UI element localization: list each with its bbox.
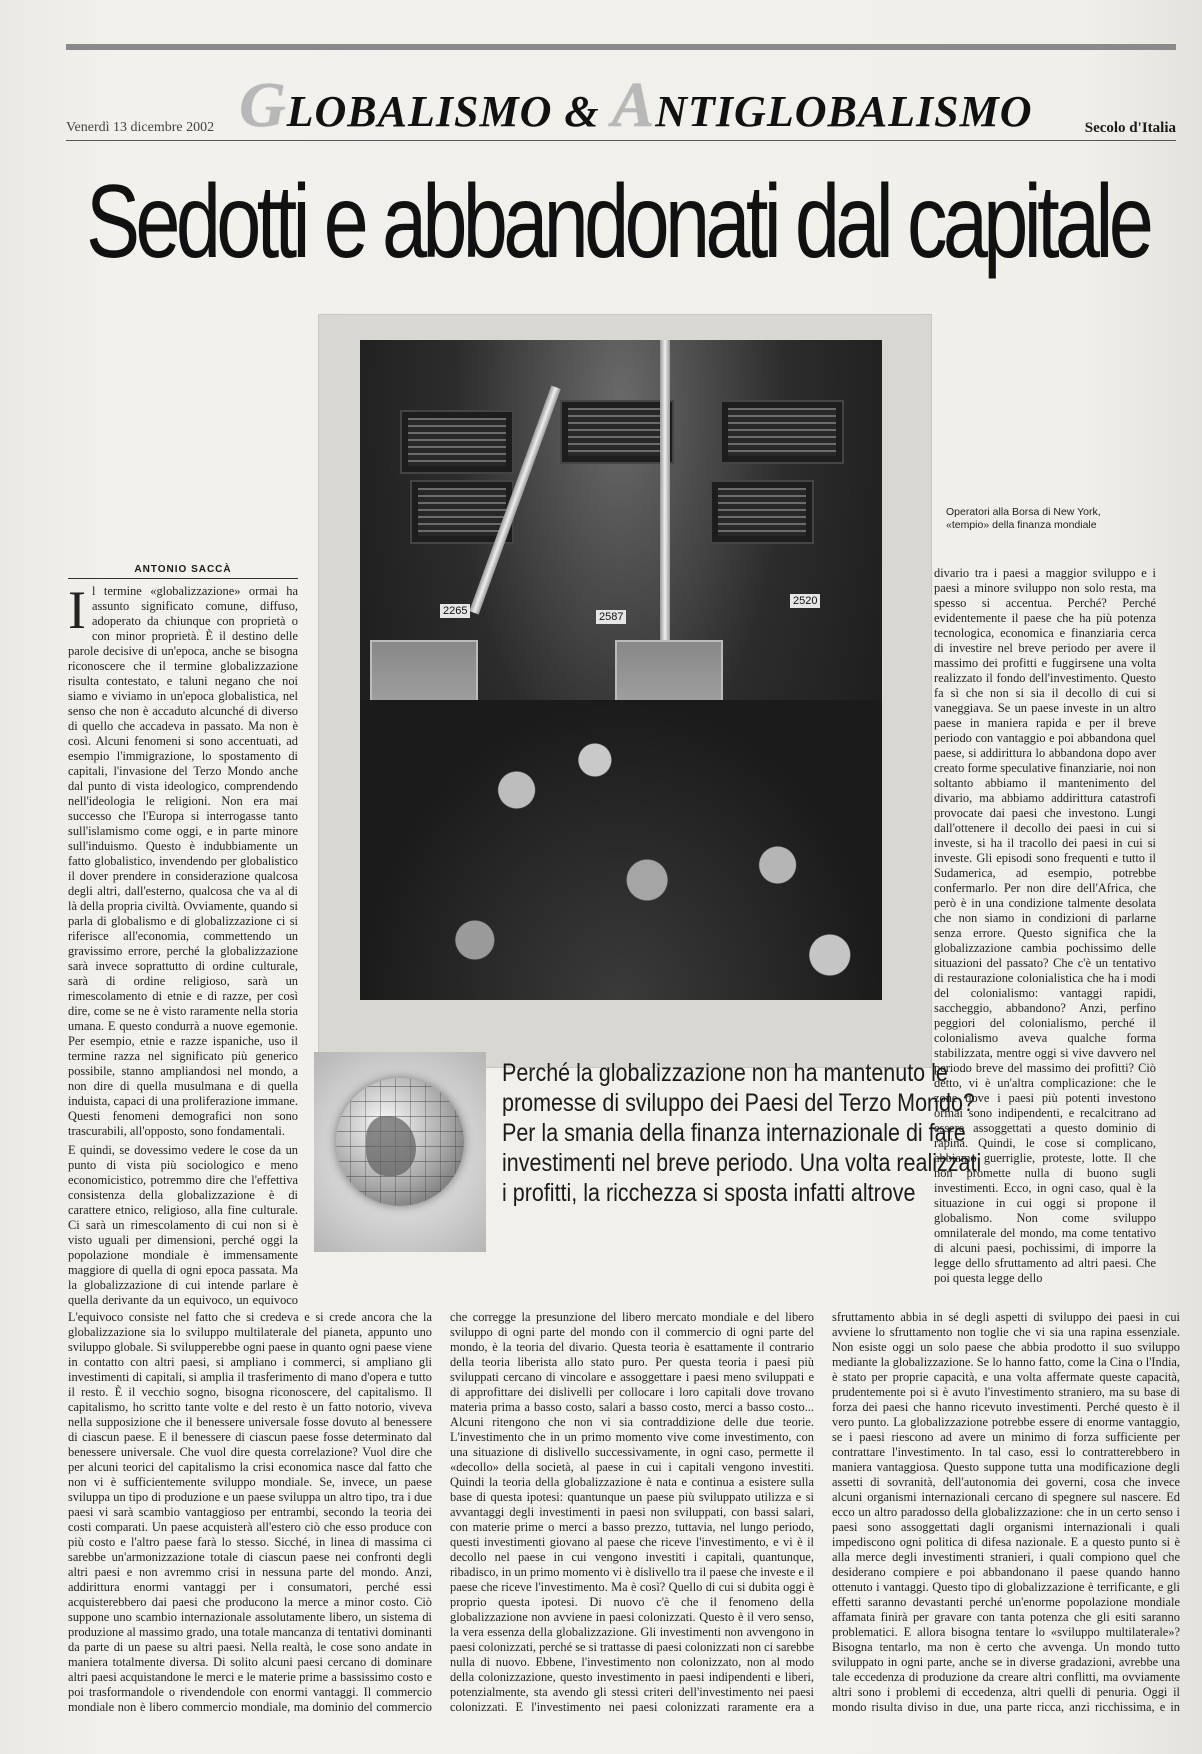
page-header	[66, 56, 1176, 146]
top-rule	[66, 44, 1176, 50]
article-column-1	[68, 584, 298, 1306]
post-number: 2587	[596, 610, 626, 624]
pull-quote: Perché la globalizzazione non ha mantenuto le promesse di sviluppo dei Paesi del Terzo Mondo? Per la smania della finanza internazionale di fare investimenti nel breve periodo. Una volta realizzati i profitti, la ricchezza si sposta infatti altrove	[502, 1059, 982, 1207]
kicker-word-2: NTIGLOBALISMO	[655, 87, 1033, 136]
quote-screen	[720, 400, 844, 464]
article-column-bottom-3	[832, 1310, 1180, 1714]
globe-icon	[336, 1078, 464, 1206]
post-number: 2520	[790, 594, 820, 608]
article-headline: Sedotti e abbandonati dal capitale	[86, 164, 1150, 280]
header-rule	[66, 140, 1176, 141]
traders-crowd	[360, 700, 882, 1000]
column-1-paragraph-2: E quindi, se dovessimo vedere le cose da un punto di vista più sociologico e meno economicistico, potremmo dire che l'effettiva consistenza della globalizzazione è di carattere etnico, religioso, alla fine culturale. Ci sarà un rimescolamento di cui non si è visto uguali per dimensioni, perché oggi la popolazione mondiale è immensamente maggiore di quella di ogni epoca passata. Ma la globalizzazione di cui intende parlare è quella derivante da un equivoco, un equivoco	[68, 1143, 298, 1306]
kicker-initial-g: G	[239, 69, 287, 140]
bottom-column-2-text: che corregge la presunzione del libero mercato mondiale e del libero sviluppo di ogni parte del mondo con il commercio di ogni parte del mondo, è la teoria del divario. Questa teoria è esattamente il contrario della teoria liberista allo stato puro. Per questa teoria i paesi più sviluppati cercano di vincolare e assoggettare i paesi meno sviluppati e di approfittare dei dislivelli per collocare i loro capitali dove trovano materia prima a basso costo, salari a basso costo, merci a basso costo... Alcuni ritengono che non vi sia contraddizione delle due teorie. L'investimento che in un primo momento vive come investimento, con una situazione di dislivello successivamente, in ogni caso, permette il «decollo» della società, al paese in cui i capitali vengono investiti. Quindi la teoria della globalizzazione è nata e continua a esistere sulla base di questa ipotesi: quantunque un paese più sviluppato utilizza e si avvantaggi degli investimenti in paesi non sviluppati, con bassi salari, con materie prime o merci a basso prezzo, tuttavia, nel lungo periodo, questi investimenti giovano al paese che riceve l'investimento, e vi è il decollo nel paese in cui vengono investiti i capitali, quantunque, ribadisco, in un primo momento vi è dislivello tra il paese che investe e il paese che riceve l'investimento. Ma è così? Quello di cui si dubita oggi è proprio questa ipotesi. Di nuovo c'è che il fenomeno della globalizzazione non avviene in paesi colonizzati. Questo è il vero senso, la vera essenza della globalizzazione. Gli investimenti non avvengono in paesi colonizzati, perché se si trattasse di paesi colonizzati non ci sarebbe nulla di nuovo. Ebbene, l'investimento non colonizzato, non al modo della colonizzazione, questo investimento in paesi indipendenti e liberi, potenzialmente, sta avendo gli stessi criteri dell'investimento nei paesi colonizzati. E l'investimento nei paesi colonizzati raramente era a	[450, 1310, 814, 1714]
article-column-bottom-1	[68, 1310, 432, 1714]
newspaper-name: Secolo d'Italia	[1084, 120, 1176, 136]
stock-exchange-photo	[360, 340, 882, 1000]
column-4-text: divario tra i paesi a maggior sviluppo e i paesi a minore sviluppo non solo resta, ma spesso si accentua. Perché? Perché evidentemente il paese che ha più potenza tecnologica, economica e finanziaria cerca di investire nel breve periodo per avere il massimo dei profitti e fuggirsene una volta realizzato il fondo dell'investimento. Questo fa sì che non si sia il decollo di cui si vaneggiava. Se un paese investe in un altro paese in maniera rapida e per il breve periodo con vantaggio e poi abbandona quel paese, si addirittura lo abbandona dopo aver creato forme speculative finanziarie, noi non soltanto abbiamo il mantenimento del divario, ma abbiamo addirittura catastrofi provocate dai paesi che investono. Lungi dall'ottenere il decollo dei paesi in cui si investe, si ha il tracollo dei paesi in cui si investe. Gli episodi sono frequenti e tutto il Sudamerica, ad esempio, potrebbe confermarlo. Per non dire dell'Africa, che però è in una condizione talmente desolata che non siamo in condizioni di parlarne senza errore. Questo significa che la globalizzazione cambia pochissimo delle situazioni del passato? Che c'è un tentativo di restaurazione colonialistica che ha i modi del colonialismo: vantaggi rapidi, saccheggio, abbandono? Anzi, perfino peggiori del colonialismo, perché il colonialismo aveva qualche forma stabilizzata, mentre oggi si vive davvero nel periodo breve del massimo dei profitti? Ciò detto, vi è un'altra complicazione: che le zone dove i paesi più potenti investono ormai sono indipendenti, e recalcitrano ad essere assoggettati a questo dominio di rapina. Quindi, le cose si complicano, abbiamo guerriglie, proteste, lotte. Il che non promette nulla di buono sugli investimenti. Ecco, in ogni caso, qual è la situazione in cui oggi si propone il globalismo. Non come sviluppo omnilaterale del mondo, ma come tentativo di alcuni paesi, pochissimi, di imporre la legge dello sfruttamento ad altri paesi. Che poi questa legge dello	[934, 566, 1156, 1285]
column-1-lead: l termine «globalizzazione» ormai ha assunto significato comune, diffuso, adoperato da chiunque con proprietà o con minor proprietà. È il destino delle parole decisive di un'epoca, anche se bisogna riconoscere che il termine globalizzazione risulta contestato, e taluni negano che noi siamo e viviamo in un'epoca globalistica, nel senso che non è accaduto alcunché di diverso di quello che accadeva in passato. Ma non è così. Alcuni fenomeni si sono accentuati, ad esempio l'immigrazione, lo spostamento di capitali, l'invasione del Terzo Mondo anche dal punto di vista ideologico, comprendendo nell'ideologia le religioni. Non era mai successo che l'Europa si interrogasse tanto sull'islamismo come oggi, e in parte minore sull'induismo. Questo è indubbiamente un fatto globalistico, invendendo per globalistico il dover prendere in considerazione qualcosa degli altri, dall'esterno, qualcosa che va al di là della propria civiltà. Ovviamente, quando si parla di globalismo e di globalizzazione ci si riferisce all'economia, commettendo un gravissimo errore, perché la globalizzazione sarà invece soprattutto di ordine culturale, sarà di ordine religioso, sarà un rimescolamento di etnie e di razze, per così dire, come se ne è visto raramente nella storia umana. E questo condurrà a nuove egemonie. Per esempio, etnie e razze ispaniche, uso il termine razza nel significato più generico possibile, stanno ampliandosi nel mondo, a non dire di quella musulmana e di quella induista, capaci di una proliferazione immane. Questi fenomeni demografici non sono trascurabili, all'opposto, sono fondamentali.	[68, 584, 298, 1138]
post-number: 2265	[440, 604, 470, 618]
quote-screen	[710, 480, 814, 544]
quote-screen	[400, 410, 514, 474]
bottom-column-1-text: L'equivoco consiste nel fatto che si credeva e si crede ancora che la globalizzazione sia lo sviluppo multilaterale del pianeta, appunto uno sviluppo globale. Si svilupperebbe ogni paese in quanto ogni paese viene in contatto con altri paesi, si ampliano i commerci, si ampliano gli investimenti di capitali, si amplia il trasferimento di mano d'opera e tutto il resto. È il vecchio sogno, bisogna riconoscere, del capitalismo. Il capitalismo, ho scritto tante volte e del resto è un fatto notorio, viveva nella supposizione che il benessere universale fosse dovuto al benessere di ciascun paese. E il benessere di ciascun paese fosse determinato dal benessere universale. Che vuol dire questa correlazione? Vuol dire che per alcuni teorici del capitalismo la crisi economica nasce dal fatto che non vi è sufficientemente sviluppo mondiale. Se, invece, un paese sviluppa un tipo di produzione e un paese sviluppa un altro tipo, tra i due paesi vi sarà scambio vantaggioso per entrambi, secondo la teoria dei costi comparati. Un paese acquisterà all'estero ciò che esso produce con più costo e l'altro paese farà lo stesso. Sicché, in linea di massima ci sarebbe un'armonizzazione totale di ciascun paese nei confronti degli altri paesi e non avremmo crisi in nessuna parte del mondo. Anzi, addirittura enormi vantaggi per i consumatori, perché essi acquisterebbero dai paesi che producono la merce a minor costo. Ciò suppone uno scambio internazionale assolutamente libero, un sistema di produzione al massimo grado, una totale mancanza di tentativi dominanti da parte di un paese su altri paesi. Nella realtà, le cose sono andate in maniera totalmente diversa. Di solito alcuni paesi cercano di dominare altri paesi acquistandone le merci e le materie prime a bassissimo costo e poi trasformandole o rivendendole con enormi vantaggi. Il commercio mondiale non è libero commercio mondiale, ma dominio del commercio	[68, 1310, 432, 1714]
quote-screen	[560, 400, 674, 464]
kicker-ampersand: &	[564, 87, 600, 136]
photo-caption: Operatori alla Borsa di New York, «tempio» della finanza mondiale	[946, 506, 1101, 531]
drop-cap: I	[68, 584, 86, 640]
article-column-bottom-2	[450, 1310, 814, 1714]
byline: ANTONIO SACCÀ	[68, 564, 298, 579]
bottom-column-3-text: sfruttamento abbia in sé degli aspetti di sviluppo dei paesi in cui avviene lo sfruttamento non toglie che vi sia una rapina essenziale. Non esiste oggi un solo paese che abbia prodotto il suo sviluppo mediante la globalizzazione. Se lo hanno fatto, come la Cina o l'India, è stato per proprie capacità, e una volta affermate queste capacità, prudentemente poi si è avuto l'investimento straniero, ma su base di forza dei paesi che hanno ricevuto investimenti. Perché questo è il vero punto. La globalizzazione potrebbe essere di enorme vantaggio, se i paesi riescono ad avere un minimo di forza sufficiente per contrattare l'investimento. In tal caso, essi lo contratterebbero in maniera vantaggiosa. Questo suppone tutta una modificazione degli assetti di sovranità, dell'autonomia dei governi, cosa che invece alcuni organismi internazionali cercano di spegnere sul nascere. Ed ecco un altro paradosso della globalizzazione: che in un certo senso i paesi sono assoggettati dagli organismi internazionali i quali impediscono ogni politica di difesa nazionale. E a questo punto si è alla merce degli investimenti stranieri, i quali compiono quel che desiderano compiere e poi abbandonano il paese quando hanno ottenuto i vantaggi. Questo tipo di globalizzazione è terrificante, e gli effetti saranno devastanti perché un'enorme popolazione mondiale affamata finirà per gravare con tanta potenza che gli esiti saranno problematici. E allora bisogna tentare lo «sviluppo multilaterale»? Bisogna tentarlo, ma non è certo che avvenga. Un mondo tutto sviluppato in ogni parte, anche se in diverse gradazioni, avrebbe una tale eccedenza di produzione da creare altri conflitti, ma ovviamente altri sono i problemi di eccedenza, altri quelli di penuria. Oggi il mondo risulta diviso in due, una parte ricca, anzi ricchissima, e in	[832, 1310, 1180, 1714]
kicker-word-1: LOBALISMO	[286, 87, 553, 136]
issue-date: Venerdì 13 dicembre 2002	[66, 120, 215, 135]
globe-illustration	[314, 1052, 486, 1252]
section-kicker	[236, 68, 1036, 142]
kicker-initial-a: A	[611, 69, 656, 140]
overhead-pole	[660, 340, 670, 640]
